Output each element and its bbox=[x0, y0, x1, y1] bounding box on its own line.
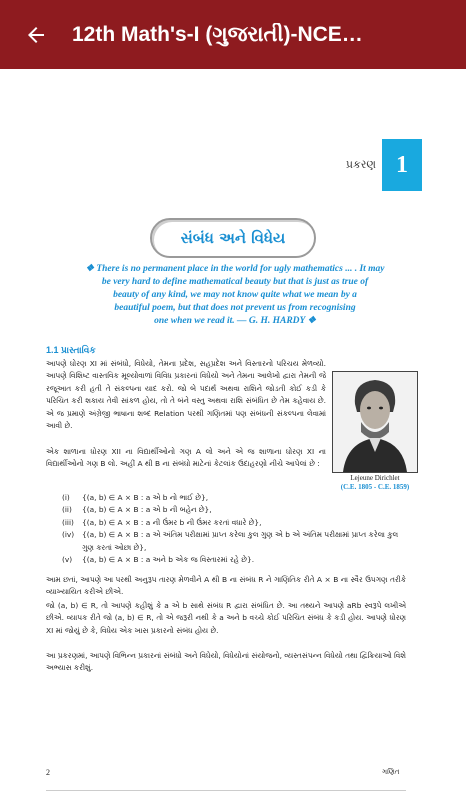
back-button[interactable] bbox=[0, 0, 72, 69]
list-text: {(a, b) ∈ A × B : a અને b એક જ વિસ્તારમાં રહે છે}. bbox=[82, 555, 255, 565]
section-heading: 1.1 પ્રાસ્તાવિક bbox=[46, 345, 96, 355]
paragraph-notation: જો (a, b) ∈ R, તો આપણે કહીશું કે a એ b સાથે સંબંધ R દ્વારા સંબંધિત છે. આ તથ્યને આપણે aRb સ્વરૂપે લખીએ છીએ. વ્યાપક રીતે જો (a, b) ∈ R, તો એ જરૂરી નથી કે a અને b વચ્ચે કોઈ પરિચિત સંબંધ કે કડી હોય. આપણે ધોરણ XI માં જોયું છે કે, વિધેય એક ખાસ પ્રકારનો સંબંધ હોય છે. bbox=[46, 601, 406, 635]
chapter-title-banner: સંબંધ અને વિધેય bbox=[150, 218, 316, 258]
portrait-caption bbox=[330, 474, 420, 492]
list-text: {(a, b) ∈ A × B : a ની ઉંમર b ની ઉંમર કરતાં વધારે છે}, bbox=[82, 517, 262, 527]
chapter-badge bbox=[346, 139, 422, 191]
app-bar bbox=[0, 0, 466, 69]
list-text: {(a, b) ∈ A × B : a એ b નો ભાઈ છે}, bbox=[82, 493, 209, 502]
list-num: (v) bbox=[62, 555, 73, 565]
page-number: 2 bbox=[46, 768, 50, 777]
chapter-number: 1 bbox=[382, 139, 422, 191]
portrait-image bbox=[332, 371, 418, 473]
quote-line: beauty of any kind, we may not know quite what we mean by a bbox=[113, 290, 357, 300]
quote-line: ❖ There is no permanent place in the world for ugly mathematics ... . It may bbox=[85, 264, 385, 274]
paragraph-outline: આ પ્રકરણમાં, આપણે વિભિન્ન પ્રકારનાં સંબંધો અને વિધેયો, વિધેયોનાં સંયોજનો, વ્યસ્તસંપન્ન વિધેયો તથા દ્વિક્રિયાઓ વિશે અભ્યાસ કરીશું. bbox=[46, 651, 406, 673]
portrait-name: Lejeune Dirichlet bbox=[350, 474, 400, 482]
app-title: 12th Math's-I (ગુજરાતી)-NCE… bbox=[72, 22, 363, 46]
list-text: {(a, b) ∈ A × B : a એ b ની બહેન છે}, bbox=[82, 505, 212, 515]
relation-examples bbox=[62, 492, 412, 566]
portrait-dates: (C.E. 1805 - C.E. 1859) bbox=[340, 483, 410, 491]
subject-label: ગણિત bbox=[382, 768, 400, 776]
list-item bbox=[62, 504, 412, 516]
list-item bbox=[62, 554, 412, 566]
divider bbox=[46, 790, 406, 791]
paragraph-definition: આમ છતાં, આપણે આ પરથી અનુરૂપ તારણ મેળવીને A થી B ના સંબંધ R ને ગાણિતિક રીતે A × B ના સ્વૈર ઉપગણ તરીકે વ્યાખ્યાયિત કરીએ છીએ. bbox=[46, 575, 406, 597]
list-text: {(a, b) ∈ A × B : a એ અંતિમ પરીક્ષામાં પ્રાપ્ત કરેલા કુલ ગુણ એ b એ અંતિમ પરીક્ષામાં પ્રાપ્ત કરેલા કુલ ગુણ કરતાં ઓછા છે}, bbox=[82, 530, 399, 552]
list-item bbox=[62, 492, 412, 504]
list-item bbox=[62, 517, 412, 529]
quote-line: beautiful poem, but that does not prevent us from recognising bbox=[114, 303, 356, 313]
portrait-figure bbox=[333, 372, 417, 472]
list-item bbox=[62, 529, 412, 554]
paragraph-example: એક શાળાના ધોરણ XII ના વિદ્યાર્થીઓનો ગણ A લો અને એ જ શાળાના ધોરણ XI ના વિદ્યાર્થીઓનો ગણ B લો. અહીં A થી B ના સંબંધો માટેનાં કેટલાંક ઉદાહરણો નીચે આપેલાં છે : bbox=[46, 447, 326, 469]
list-num: (iii) bbox=[62, 517, 74, 527]
list-num: (iv) bbox=[62, 530, 75, 540]
list-num: (ii) bbox=[62, 505, 72, 515]
quote-line: be very hard to define mathematical beauty but that is just as true of bbox=[101, 277, 369, 287]
chapter-label: પ્રકરણ bbox=[345, 158, 376, 171]
list-num: (i) bbox=[62, 493, 70, 502]
quote-line: one when we read it. — G. H. HARDY ❖ bbox=[154, 316, 316, 326]
epigraph-quote bbox=[60, 263, 410, 328]
paragraph-intro: આપણે ધોરણ XI માં સંબંધો, વિધેયો, તેમના પ્રદેશ, સહપ્રદેશ અને વિસ્તારનો પરિચય મેળવ્યો. આપણે વિશિષ્ટ વાસ્તવિક મૂલ્યોવાળાં વિવિધ પ્રકારનાં વિધેયો અને તેમના આલેખો દ્વારા તેમની જે રજૂઆત કરી હતી તે સંકલ્પના યાદ કરો. જો બે પદાર્થ અથવા રાશિને જોડતી કોઈ કડી કે પરિચિત કરી શકાય તેવી સાંકળ હોય, તો તે બંને વસ્તુ અથવા રાશિ સંબંધિત છે તેમ કહેવાય છે. એ જ પ્રમાણે અંગ્રેજી ભાષાના શબ્દ Relation પરથી ગણિતમાં પણ સંબંધની સંકલ્પના લેવામાં આવી છે. bbox=[46, 359, 326, 431]
back-arrow-icon bbox=[24, 23, 48, 47]
